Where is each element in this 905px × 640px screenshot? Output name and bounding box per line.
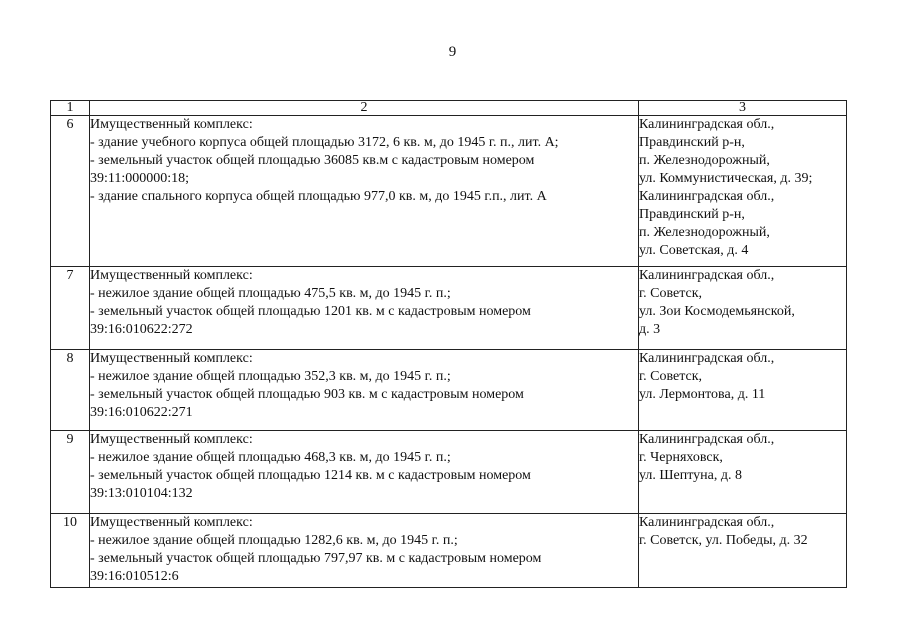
description-line: Имущественный комплекс: bbox=[90, 117, 253, 132]
property-description bbox=[90, 431, 639, 514]
property-description bbox=[90, 116, 639, 267]
description-line: 39:16:010622:271 bbox=[90, 405, 193, 420]
address-line: Калининградская обл., bbox=[639, 432, 775, 447]
address-line: г. Советск, ул. Победы, д. 32 bbox=[639, 533, 808, 548]
table-row bbox=[51, 267, 847, 350]
column-header-number: 1 bbox=[51, 101, 90, 116]
table-header-row bbox=[51, 101, 847, 116]
description-line: - здание учебного корпуса общей площадью 3172, 6 кв. м, до 1945 г. п., лит. А; bbox=[90, 135, 559, 150]
column-header-address: 3 bbox=[639, 101, 847, 116]
table-row bbox=[51, 350, 847, 431]
row-number: 9 bbox=[51, 431, 90, 514]
description-line: - здание спального корпуса общей площадью 977,0 кв. м, до 1945 г.п., лит. А bbox=[90, 189, 547, 204]
address-line: ул. Советская, д. 4 bbox=[639, 243, 749, 258]
address-line: г. Советск, bbox=[639, 286, 703, 301]
description-line: - нежилое здание общей площадью 1282,6 кв. м, до 1945 г. п.; bbox=[90, 533, 458, 548]
description-line: Имущественный комплекс: bbox=[90, 351, 253, 366]
page-number: 9 bbox=[448, 44, 457, 60]
description-line: - земельный участок общей площадью 1201 кв. м с кадастровым номером bbox=[90, 304, 531, 319]
description-line: - нежилое здание общей площадью 475,5 кв. м, до 1945 г. п.; bbox=[90, 286, 451, 301]
property-address bbox=[639, 267, 847, 350]
address-line: Калининградская обл., bbox=[639, 515, 775, 530]
property-address bbox=[639, 116, 847, 267]
row-number: 6 bbox=[51, 116, 90, 267]
table-row bbox=[51, 116, 847, 267]
address-line: Калининградская обл., bbox=[639, 189, 775, 204]
address-line: ул. Коммунистическая, д. 39; bbox=[639, 171, 813, 186]
description-line: - земельный участок общей площадью 903 кв. м с кадастровым номером bbox=[90, 387, 524, 402]
address-line: ул. Лермонтова, д. 11 bbox=[639, 387, 766, 402]
property-table bbox=[50, 100, 847, 588]
address-line: п. Железнодорожный, bbox=[639, 225, 770, 240]
description-line: - нежилое здание общей площадью 352,3 кв. м, до 1945 г. п.; bbox=[90, 369, 451, 384]
table-row bbox=[51, 431, 847, 514]
description-line: - земельный участок общей площадью 1214 кв. м с кадастровым номером bbox=[90, 468, 531, 483]
table-row bbox=[51, 514, 847, 588]
description-line: 39:13:010104:132 bbox=[90, 486, 193, 501]
description-line: Имущественный комплекс: bbox=[90, 515, 253, 530]
property-address bbox=[639, 350, 847, 431]
address-line: ул. Шептуна, д. 8 bbox=[639, 468, 742, 483]
property-address bbox=[639, 431, 847, 514]
description-line: 39:11:000000:18; bbox=[90, 171, 190, 186]
address-line: ул. Зои Космодемьянской, bbox=[639, 304, 795, 319]
description-line: - земельный участок общей площадью 797,97 кв. м с кадастровым номером bbox=[90, 551, 542, 566]
description-line: Имущественный комплекс: bbox=[90, 268, 253, 283]
description-line: - нежилое здание общей площадью 468,3 кв. м, до 1945 г. п.; bbox=[90, 450, 451, 465]
property-description bbox=[90, 267, 639, 350]
description-line: 39:16:010622:272 bbox=[90, 322, 193, 337]
description-line: 39:16:010512:6 bbox=[90, 569, 179, 584]
property-address bbox=[639, 514, 847, 588]
address-line: Правдинский р-н, bbox=[639, 135, 745, 150]
address-line: д. 3 bbox=[639, 322, 661, 337]
property-description bbox=[90, 514, 639, 588]
address-line: Правдинский р-н, bbox=[639, 207, 745, 222]
row-number: 8 bbox=[51, 350, 90, 431]
address-line: г. Черняховск, bbox=[639, 450, 723, 465]
description-line: Имущественный комплекс: bbox=[90, 432, 253, 447]
address-line: г. Советск, bbox=[639, 369, 703, 384]
description-line: - земельный участок общей площадью 36085 кв.м с кадастровым номером bbox=[90, 153, 535, 168]
address-line: Калининградская обл., bbox=[639, 268, 775, 283]
property-description bbox=[90, 350, 639, 431]
column-header-description: 2 bbox=[90, 101, 639, 116]
address-line: Калининградская обл., bbox=[639, 117, 775, 132]
address-line: п. Железнодорожный, bbox=[639, 153, 770, 168]
row-number: 10 bbox=[51, 514, 90, 588]
row-number: 7 bbox=[51, 267, 90, 350]
address-line: Калининградская обл., bbox=[639, 351, 775, 366]
